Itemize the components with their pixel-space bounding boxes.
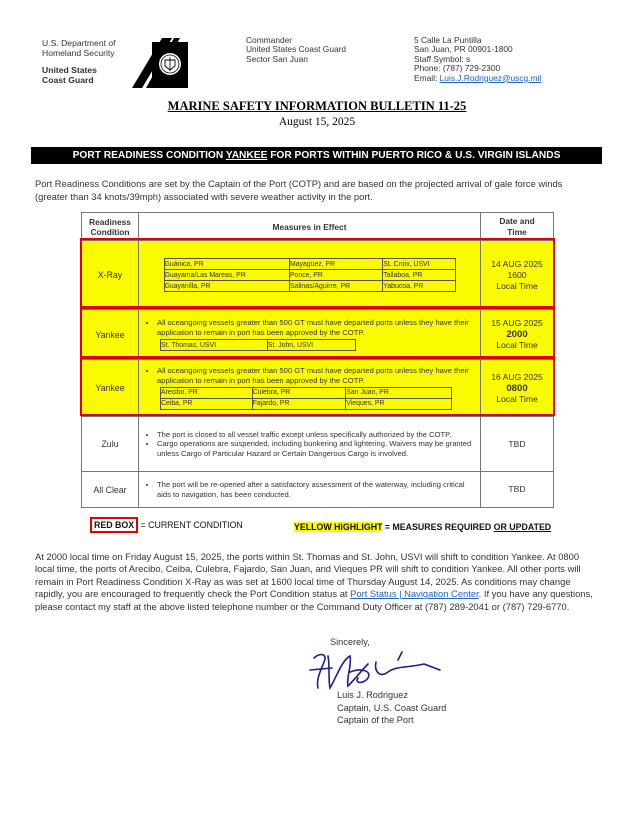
sender-line: Sector San Juan: [246, 53, 308, 64]
port-cell: San Juan, PR: [346, 387, 452, 398]
port-cell: Tallaboa, PR: [383, 270, 455, 281]
agency-line: U.S. Department of: [42, 38, 116, 48]
intro-paragraph: Port Readiness Conditions are set by the Captain of the Port (COTP) and are based on the projected arrival of gale force winds (greater than 34 knots/39mph) associated with severe weather activity in the port.: [35, 178, 563, 202]
agency-line: Coast Guard: [42, 75, 94, 86]
sender-line: United States Coast Guard: [246, 44, 347, 55]
body-paragraph: [35, 551, 600, 613]
legend-red: [90, 520, 243, 530]
port-status-link[interactable]: Port Status | Navigation Center: [350, 588, 479, 600]
coast-guard-logo: [132, 38, 188, 88]
sender-line: Commander: [246, 35, 293, 45]
email-link[interactable]: Luis.J.Rodriguez@uscg.mil: [439, 72, 542, 83]
address-line: Staff Symbol: s: [414, 53, 471, 64]
signer-rank: Captain, U.S. Coast Guard: [337, 702, 447, 713]
table-header-row: [82, 213, 554, 241]
measure-item: • Cargo operations are suspended, including bunkering and lightering. Waivers may be granted unless Cargo of Particular Hazard or Certain Dangerous Cargo is involved.: [157, 439, 480, 458]
body-text: . If you have any questions, please contact my staff at the above listed telephone number or the Command Duty Officer at (787) 289-2041 or (787) 729-6770.: [35, 588, 593, 612]
measures-zulu: [139, 417, 481, 472]
port-cell: Culebra, PR: [252, 387, 346, 398]
measure-item: • All oceangoing vessels greater than 500 GT must have departed ports unless they have their application to remain in port has been approved by the COTP.: [157, 366, 480, 385]
signer-name: Luis J. Rodriguez: [337, 690, 408, 700]
signer-block: [337, 689, 446, 727]
port-cell: Ceiba, PR: [161, 398, 253, 409]
condition-allclear: All Clear: [82, 472, 139, 508]
measure-item: • All oceangoing vessels greater than 500 GT must have departed ports unless they have their application to remain in port has been approved by the COTP.: [157, 318, 480, 337]
condition-yankee-1: Yankee: [82, 310, 139, 360]
sender-block: [246, 36, 346, 64]
port-cell: St. John, USVI: [267, 340, 355, 351]
closing-sincerely: Sincerely,: [330, 637, 370, 647]
header-condition: Readiness Condition: [82, 213, 139, 241]
banner-condition: YANKEE: [225, 150, 268, 161]
port-cell: Guayanilla, PR: [164, 281, 289, 292]
port-cell: St. Thomas, USVI: [161, 340, 268, 351]
port-cell: Guayama/Las Mareas, PR: [164, 270, 289, 281]
condition-banner: [31, 147, 602, 164]
agency-block: [42, 38, 116, 86]
port-cell: Guánica, PR: [164, 259, 289, 270]
header-measures: Measures in Effect: [139, 213, 481, 241]
legend-yellow-or: OR UPDATED: [493, 522, 552, 532]
legend-yellow: [294, 522, 551, 532]
datetime-yankee-1: 15 AUG 2025 2000 Local Time: [481, 310, 554, 360]
condition-xray: X-Ray: [82, 241, 139, 310]
condition-zulu: Zulu: [82, 417, 139, 472]
red-box-yankee-1: [80, 307, 555, 358]
bulletin-date: August 15, 2025: [278, 116, 356, 128]
agency-line: United States: [42, 64, 97, 75]
condition-yankee-2: Yankee: [82, 360, 139, 417]
table-row-zulu: [82, 417, 554, 472]
signer-role: Captain of the Port: [337, 715, 414, 726]
port-cell: St. Croix, USVI: [383, 259, 455, 270]
email-line: [414, 74, 541, 83]
port-cell: Mayagüez, PR: [289, 259, 382, 270]
bulletin-title: MARINE SAFETY INFORMATION BULLETIN 11-25: [167, 99, 467, 113]
agency-line: Homeland Security: [42, 48, 115, 59]
legend-red-label: RED BOX: [90, 517, 138, 533]
port-cell: Yabucoa, PR: [383, 281, 455, 292]
datetime-zulu: TBD: [481, 417, 554, 472]
port-cell: Salinas/Aguirre, PR: [289, 281, 382, 292]
port-cell: Fajardo, PR: [252, 398, 346, 409]
email-label: Email:: [414, 72, 440, 83]
red-box-yankee-2: [80, 357, 555, 416]
measure-item: • The port will be re-opened after a satisfactory assessment of the waterway, including critical aids to navigation, has been conducted.: [157, 480, 480, 499]
datetime-yankee-2: 16 AUG 2025 0800 Local Time: [481, 360, 554, 417]
address-line: Phone: (787) 729-2300: [414, 63, 501, 74]
header-datetime: Date and Time: [481, 213, 554, 241]
port-cell: Vieques, PR: [346, 398, 452, 409]
legend-yellow-label: YELLOW HIGHLIGHT: [294, 522, 383, 532]
banner-suffix: FOR PORTS WITHIN PUERTO RICO & U.S. VIRGIN ISLANDS: [267, 150, 561, 161]
port-cell: Arecibo, PR: [161, 387, 253, 398]
datetime-xray: 14 AUG 2025 1600 Local Time: [481, 241, 554, 310]
table-row-allclear: [82, 472, 554, 508]
legend-red-text: = CURRENT CONDITION: [138, 520, 243, 530]
datetime-allclear: TBD: [481, 472, 554, 508]
body-text: At 2000 local time on Friday August 15, 2025, the ports within St. Thomas and St. John, USVI will shift to condition Yankee. At 0800 local time, the ports of Arecibo, Ceiba, Culebra, Fajardo, San Juan, and Vieques PR will shift to condition Yankee. All other ports will remain in Port Readiness Condition X-Ray as was set at 1600 local time of Thursday August 14, 2025. As conditions may change rapidly, you are encouraged to frequently check the Port Condition status at: [35, 551, 581, 600]
red-box-xray: [80, 238, 555, 308]
port-cell: Ponce, PR: [289, 270, 382, 281]
banner-prefix: PORT READINESS CONDITION: [72, 150, 226, 161]
measures-allclear: [139, 472, 481, 508]
address-block: [414, 36, 541, 83]
address-line: 5 Calle La Puntilla: [414, 35, 482, 45]
address-line: San Juan, PR 00901-1800: [414, 44, 513, 55]
measure-item: • The port is closed to all vessel traffic except unless specifically authorized by the COTP.: [157, 430, 480, 440]
legend-yellow-text: = MEASURES REQUIRED: [382, 522, 494, 532]
